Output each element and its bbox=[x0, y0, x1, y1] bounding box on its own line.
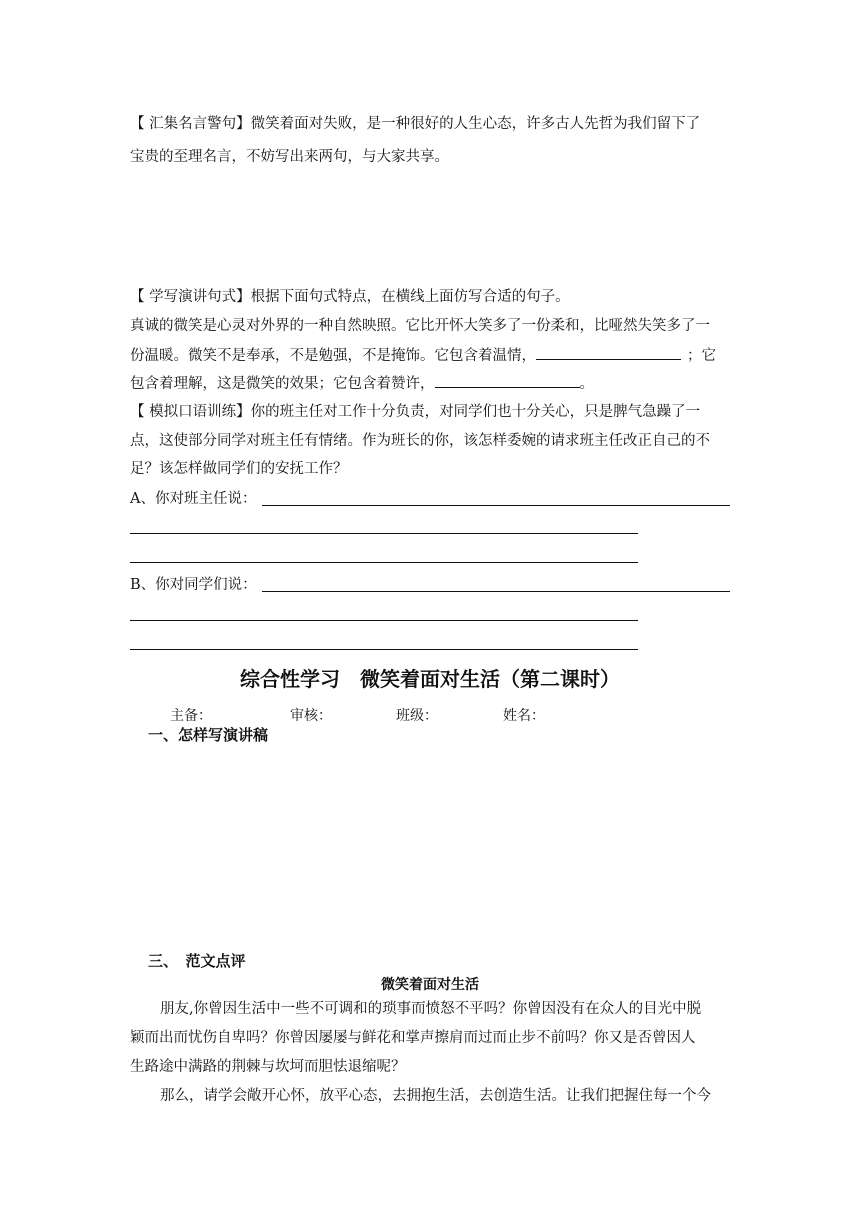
quotes-text-1: 微笑着面对失败，是一种很好的人生心态，许多古人先哲为我们留下了 bbox=[250, 116, 701, 132]
heading-model-essay-review: 三、 范文点评 bbox=[148, 952, 246, 970]
speech-pattern-text-2b: ；它 bbox=[687, 348, 716, 364]
essay-para1-line-1: 朋友,你曾因生活中一些不可调和的琐事而愤怒不平吗？你曾因没有在众人的目光中脱 bbox=[160, 1001, 702, 1017]
speech-pattern-text-3b: 。 bbox=[579, 376, 594, 392]
speech-pattern-line-1: 真诚的微笑是心灵对外界的一种自然映照。它比开怀大笑多了一份柔和，比哑然失笑多了一 bbox=[130, 318, 710, 334]
speech-pattern-line-2 bbox=[130, 345, 716, 366]
meta-name: 姓名： bbox=[503, 708, 545, 724]
quotes-prompt-line-1 bbox=[130, 114, 700, 134]
heading-how-to-write-speech: 一、怎样写演讲稿 bbox=[148, 726, 269, 744]
answer-a-line-1[interactable] bbox=[262, 505, 730, 506]
essay-para1-line-2: 颖而出而忧伤自卑吗？你曾因屡屡与鲜花和掌声擦肩而过而止步不前吗？你又是否曾因人 bbox=[130, 1030, 696, 1046]
quotes-prompt-line-2: 宝贵的至理名言，不妨写出来两句，与大家共享。 bbox=[130, 149, 449, 165]
lesson-title: 综合性学习 微笑着面对生活（第二课时） bbox=[240, 667, 620, 691]
speech-pattern-tag: 【 学写演讲句式】 bbox=[130, 289, 251, 305]
answer-b-line-3[interactable] bbox=[130, 649, 638, 650]
speech-pattern-heading bbox=[130, 287, 570, 307]
answer-a-line-2[interactable] bbox=[130, 533, 638, 534]
meta-preparer: 主备： bbox=[170, 708, 212, 724]
speech-pattern-text-2: 份温暖。微笑不是奉承，不是勉强，不是掩饰。它包含着温情， bbox=[130, 348, 536, 364]
prompt-a-label: A、你对班主任说： bbox=[130, 491, 257, 507]
oral-practice-tag: 【 模拟口语训练】 bbox=[130, 404, 251, 420]
oral-practice-line-2: 点，这使部分同学对班主任有情绪。作为班长的你，该怎样委婉的请求班主任改正自己的不 bbox=[130, 433, 710, 449]
oral-practice-line-3: 足？该怎样做同学们的安抚工作？ bbox=[130, 461, 348, 477]
essay-title: 微笑着面对生活 bbox=[381, 977, 479, 993]
speech-pattern-intro: 根据下面句式特点，在横线上面仿写合适的句子。 bbox=[250, 289, 570, 305]
meta-reviewer: 审核： bbox=[290, 708, 332, 724]
answer-b-line-2[interactable] bbox=[130, 620, 638, 621]
meta-class: 班级： bbox=[396, 708, 438, 724]
essay-para1-line-3: 生路途中满路的荆棘与坎坷而胆怯退缩呢？ bbox=[130, 1059, 406, 1075]
prompt-b-label: B、你对同学们说： bbox=[130, 577, 257, 593]
imitation-blank-1[interactable] bbox=[536, 345, 681, 360]
oral-practice-line-1 bbox=[130, 402, 700, 422]
answer-a-line-3[interactable] bbox=[130, 562, 638, 563]
essay-para2-line-1: 那么，请学会敞开心怀，放平心态，去拥抱生活，去创造生活。让我们把握住每一个今 bbox=[160, 1088, 711, 1104]
oral-practice-text-1: 你的班主任对工作十分负责，对同学们也十分关心，只是脾气急躁了一 bbox=[250, 404, 701, 420]
speech-pattern-text-3: 包含着理解，这是微笑的效果；它包含着赞许， bbox=[130, 376, 435, 392]
answer-b-line-1[interactable] bbox=[262, 591, 730, 592]
quotes-tag: 【 汇集名言警句】 bbox=[130, 116, 251, 132]
speech-pattern-line-3 bbox=[130, 373, 594, 394]
imitation-blank-2[interactable] bbox=[435, 373, 580, 388]
